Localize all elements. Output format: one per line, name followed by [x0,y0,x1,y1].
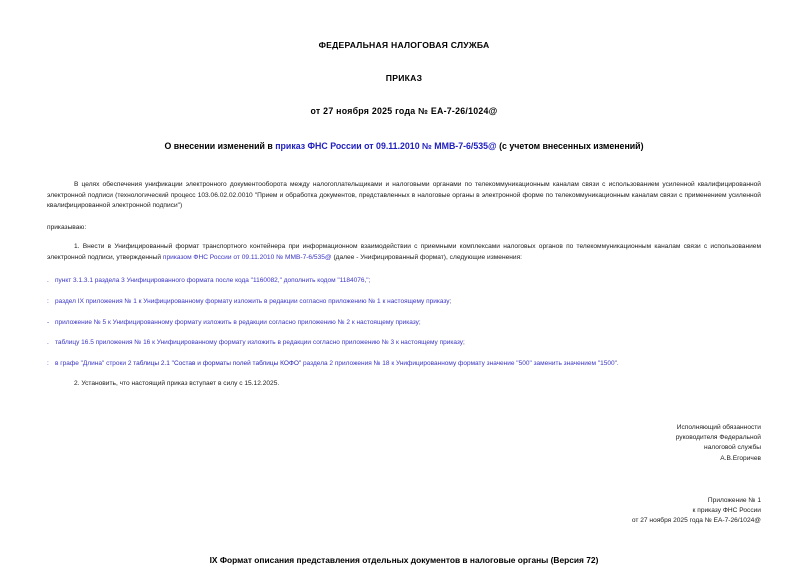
list-item [47,318,761,328]
list-item [47,297,761,307]
item-2-paragraph [47,379,761,390]
item-2-text: 2. Установить, что настоящий приказ вступает в силу с 15.12.2025. [74,380,280,388]
table-reference-link[interactable]: таблицы 2.1 "Состав и форматы полей таблицы КОФО" [133,359,302,367]
page-title [47,141,761,151]
order-keyword: приказываю: [47,223,87,231]
list-item-text-before: в графе "Длина" строки 2 [55,359,134,367]
bullet-marker-icon: . [47,276,49,284]
document-content [47,0,761,565]
item-1-text-before: 1. Внести в Унифицированный формат транспортного контейнера при информационном взаимодействии с приемными комплексами налоговых органов по телекоммуникационным каналам связи с использованием электронной подписи, утвержденный [47,243,761,261]
intro-text: В целях обеспечения унификации электронного документооборота между налогоплательщиками и налоговыми органами по телекоммуникационным каналам связи с использованием усиленной квалифицированной электронной подписи (технологический процесс 103.06.02.02.0010 "Прием и обработка документов, представленных в налоговые органы в электронной форме по телекоммуникационным каналам связи с применением усиленной квалифицированной электронной подписи") [47,181,761,210]
intro-paragraph [47,180,761,212]
signature-line: налоговой службы [704,444,761,452]
section-heading: IX Формат описания представления отдельных документов в налоговые органы (Версия 72) [209,554,599,565]
signature-line: руководителя Федеральной [675,433,761,441]
list-item [47,359,761,369]
bullet-marker-icon: : [47,298,49,306]
item-1-paragraph [47,242,761,263]
list-item-text: раздел IX приложения № 1 к Унифицированному формату изложить в редакции согласно приложению № 1 к настоящему приказу; [55,298,452,306]
agency-name: ФЕДЕРАЛЬНАЯ НАЛОГОВАЯ СЛУЖБА [318,40,490,50]
amendments-list [47,276,761,369]
bullet-marker-icon: - [47,318,50,326]
bullet-marker-icon: : [47,359,49,367]
item-1-order-link[interactable]: приказом ФНС России от 09.11.2010 № ММВ-7-6/535@ [162,253,332,261]
appendix-block [47,496,761,527]
list-item-text: приложение № 5 к Унифицированному формату изложить в редакции согласно приложению № 2 к настоящему приказу; [55,318,421,326]
signature-block [47,423,761,464]
title-source-order-link[interactable]: приказ ФНС России от 09.11.2010 № ММВ-7-6/535@ [275,141,497,151]
title-prefix: О внесении изменений в [164,141,276,151]
signatory-name: А.В.Егоричев [720,454,761,462]
document-type: ПРИКАЗ [385,73,423,83]
appendix-order-ref: к приказу ФНС России [692,507,761,515]
list-item-text-after: раздела 2 приложения № 18 к Унифицированному формату значение "500" заменить значением "1500". [301,359,619,367]
title-suffix: (с учетом внесенных изменений) [496,141,644,151]
list-item-text: пункт 3.1.3.1 раздела 3 Унифицированного формата после кода "1160082," дополнить кодом "1184076,"; [55,276,371,284]
list-item [47,276,761,286]
signature-line: Исполняющий обязанности [676,423,761,431]
list-item [47,338,761,348]
document-number: от 27 ноября 2025 года № ЕА-7-26/1024@ [310,106,498,116]
item-1-text-after: (далее - Унифицированный формат), следующие изменения: [331,253,522,261]
list-item-text: таблицу 16.5 приложения № 16 к Унифицированному формату изложить в редакции согласно приложению № 3 к настоящему приказу; [55,339,465,347]
document-header [47,40,761,116]
bullet-marker-icon: . [47,339,49,347]
appendix-order-date: от 27 ноября 2025 года № ЕА-7-26/1024@ [631,517,761,525]
appendix-number: Приложение № 1 [707,496,761,504]
